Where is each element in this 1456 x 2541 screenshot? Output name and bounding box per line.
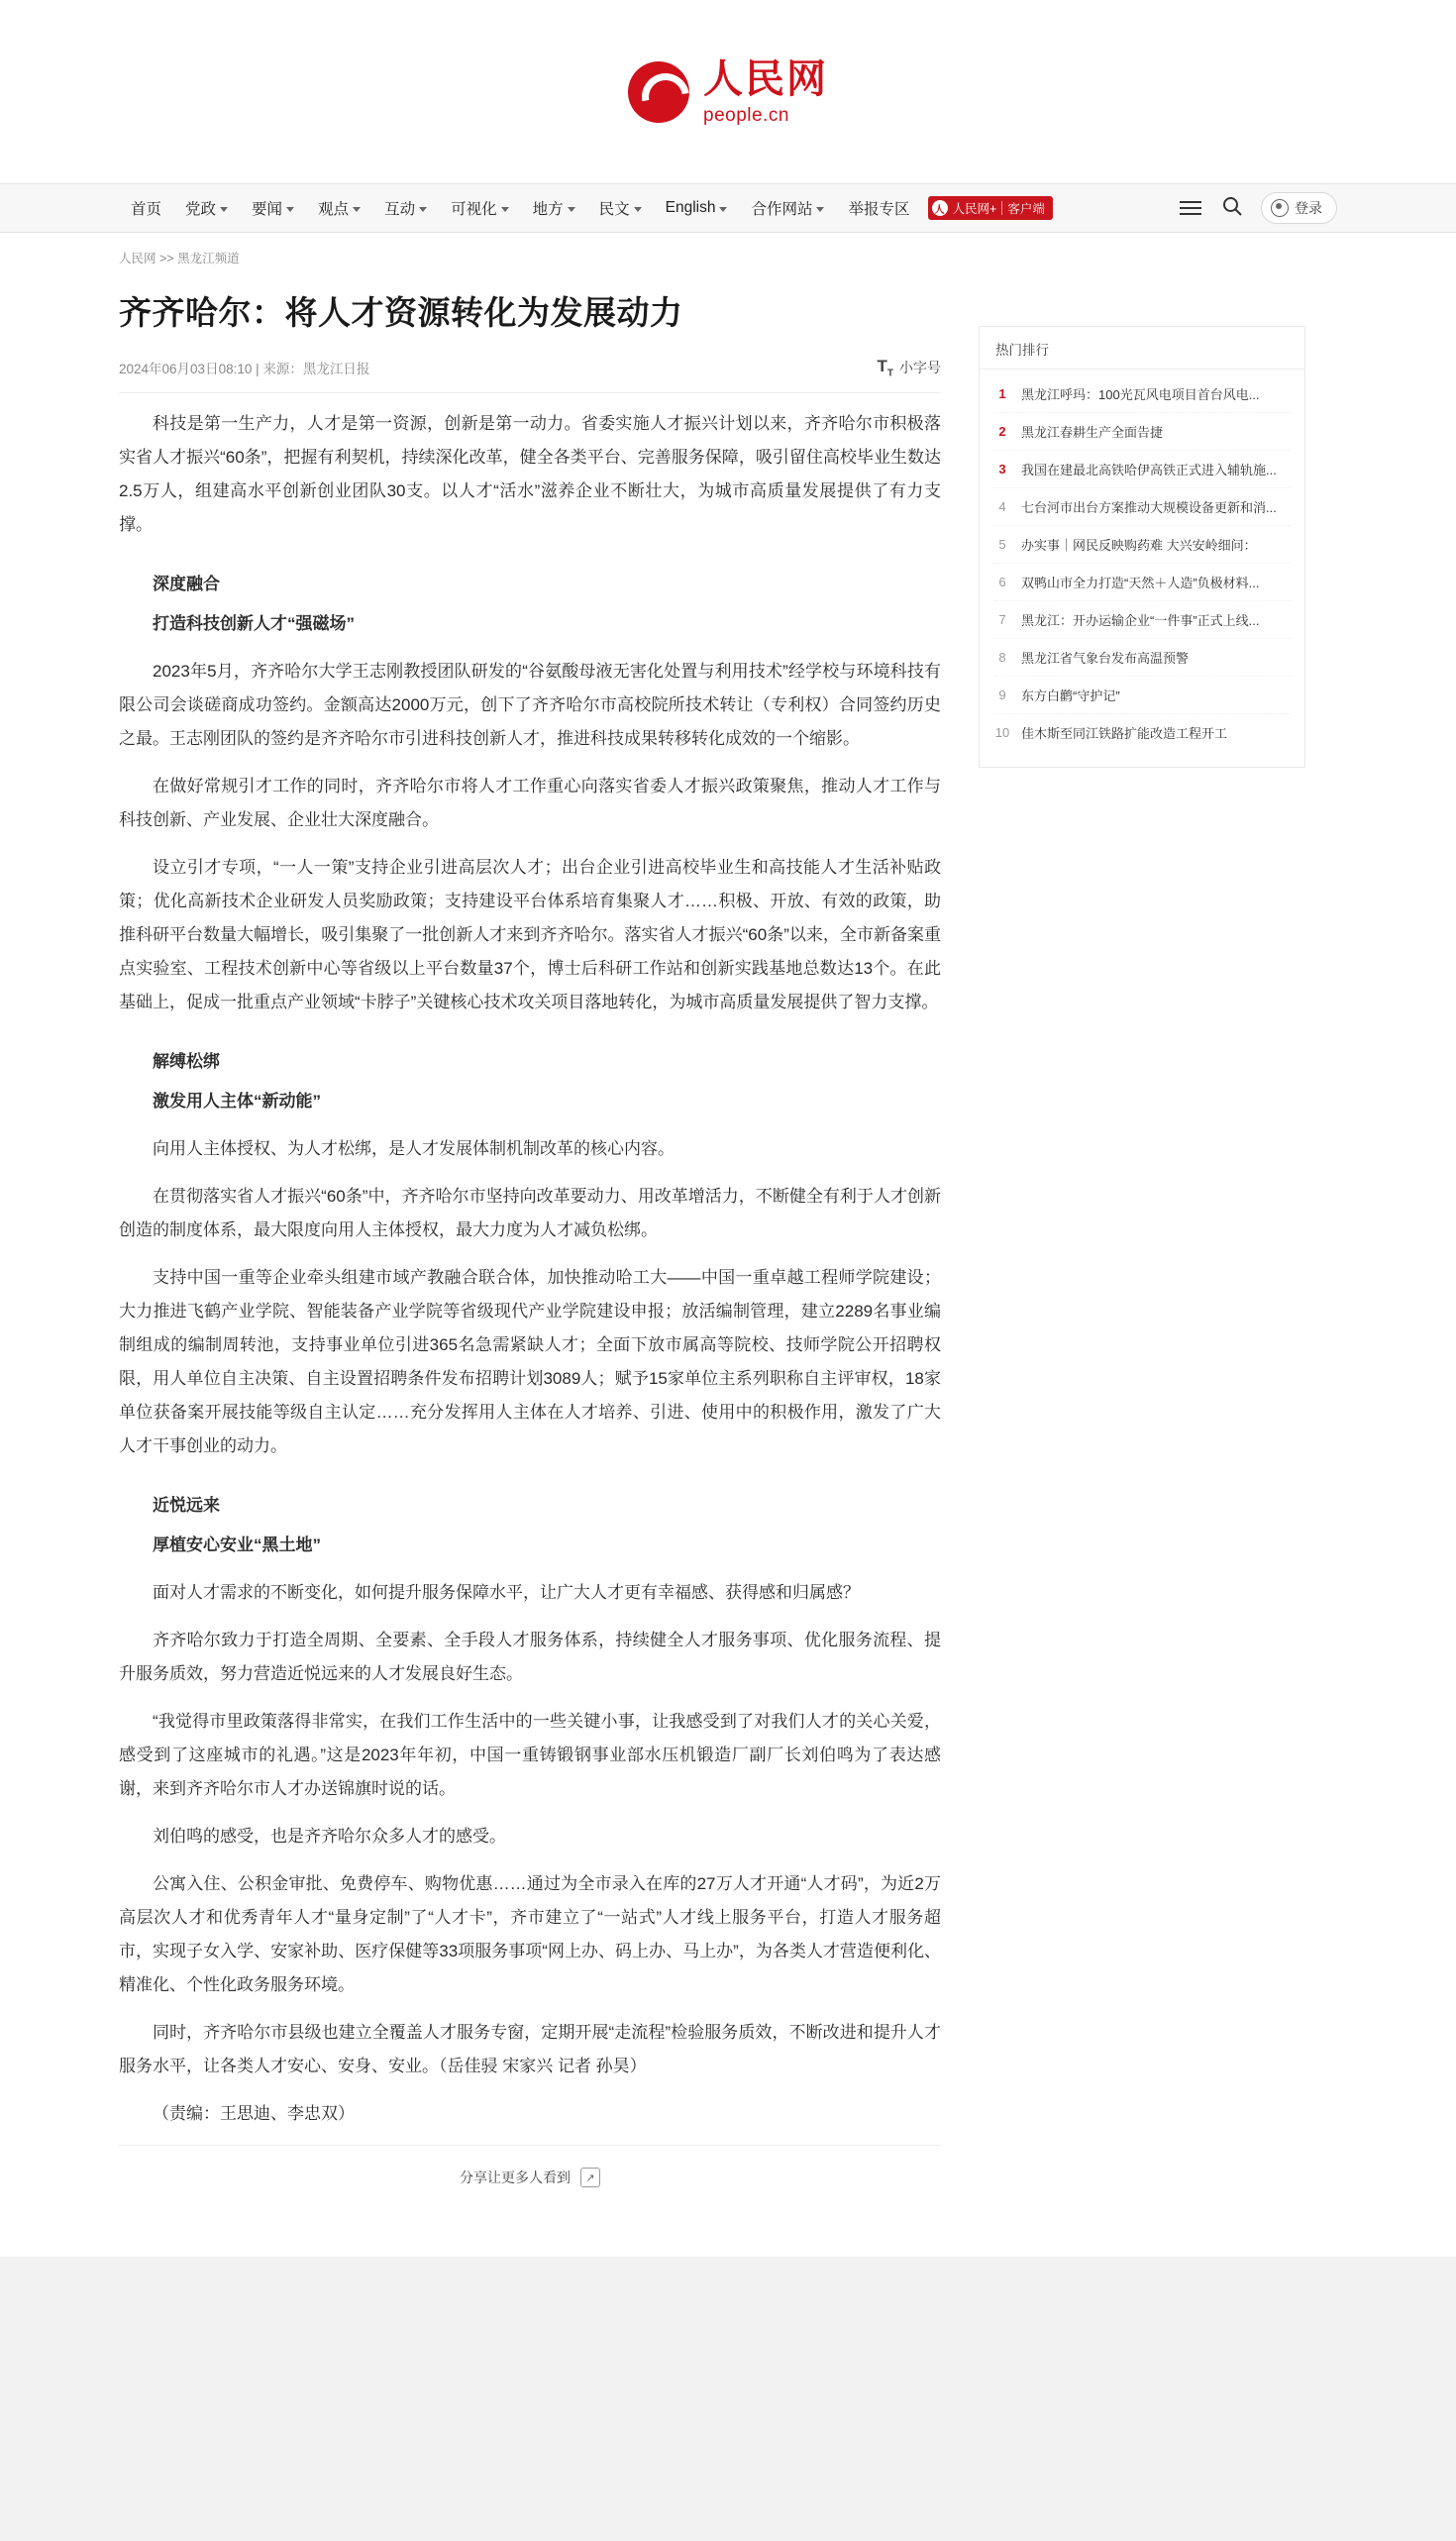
hot-ranking-sidebar <box>979 326 1305 768</box>
article-paragraph: 刘伯鸣的感受，也是齐齐哈尔众多人才的感受。 <box>153 1827 506 1847</box>
nav-label: 首页 <box>131 201 162 218</box>
rank-number: 6 <box>998 575 1006 589</box>
divider <box>1001 201 1002 215</box>
breadcrumb <box>0 233 1456 274</box>
rank-number: 9 <box>998 688 1006 702</box>
text-size-icon: $T_T$ <box>877 356 893 379</box>
article-paragraph: 齐齐哈尔致力于打造全周期、全要素、全手段人才服务体系，持续健全人才服务事项、优化服务流程、提升服务质效，努力营造近悦远来的人才发展良好生态。 <box>119 1631 941 1684</box>
nav-label: 可视化 <box>451 201 497 218</box>
nav-label: 举报专区 <box>848 201 910 218</box>
chevron-down-icon <box>419 207 427 212</box>
nav-label: 合作网站 <box>751 201 813 218</box>
site-masthead <box>0 0 1456 183</box>
rank-title: 七台河市出台方案推动大规模设备更新和消... <box>1021 500 1277 515</box>
content-wrapper <box>0 274 1456 2257</box>
article-section-subheading: 激发用人主体“新动能” <box>153 1092 321 1112</box>
ranking-list <box>980 370 1304 767</box>
nav-item-minwen[interactable] <box>587 197 654 219</box>
article-paragraph: 同时，齐齐哈尔市县级也建立全覆盖人才服务专窗，定期开展“走流程”检验服务质效，不断改进和提升人才服务水平，让各类人才安心、安身、安业。（岳佳骎 宋家兴 记者 孙昊） <box>119 2023 941 2076</box>
sidebar-title: 热门排行 <box>980 327 1304 370</box>
nav-label: 民文 <box>598 201 630 218</box>
main-navigation <box>0 183 1456 233</box>
share-label: 分享让更多人看到 <box>460 2170 571 2186</box>
list-item[interactable] <box>993 413 1291 451</box>
font-size-label: 小字号 <box>899 360 941 376</box>
nav-label: 地方 <box>532 201 564 218</box>
article-paragraph: 支持中国一重等企业牵头组建市域产教融合联合体，加快推动哈工大——中国一重卓越工程师学院建设；大力推进飞鹤产业学院、智能装备产业学院等省级现代产业学院建设申报；放活编制管理，建立2289名事业编制组成的编制周转池，支持事业单位引进365名急需紧缺人才；全面下放市属高等院校、技师学院公开招聘权限，用人单位自主决策、自主设置招聘条件发布招聘计划3089人；赋予15家单位主系列职称自主评审权，18家单位获备案开展技能等级自主认定……充分发挥用人主体在人才培养、引进、使用中的积极作用，激发了广大人才干事创业的动力。 <box>119 1268 941 1456</box>
nav-label: 观点 <box>318 201 350 218</box>
people-mini-logo-icon: 人 <box>932 200 948 216</box>
logo-text-cn: 人民网 <box>703 56 828 101</box>
nav-item-keshihua[interactable] <box>439 197 521 219</box>
app-badge-label: 人民网+ <box>952 202 997 216</box>
list-item[interactable] <box>993 564 1291 601</box>
search-icon[interactable] <box>1221 195 1243 222</box>
app-download-badge[interactable] <box>928 196 1053 220</box>
rank-number: 10 <box>994 725 1010 740</box>
rank-number: 2 <box>998 424 1006 439</box>
article-section-heading: 近悦远来 <box>153 1496 220 1516</box>
article-section-heading: 解缚松绑 <box>153 1052 220 1072</box>
nav-item-dangzheng[interactable] <box>173 197 240 219</box>
rank-title: 黑龙江省气象台发布高温预警 <box>1021 651 1190 666</box>
article-section-subheading: 打造科技创新人才“强磁场” <box>153 614 355 634</box>
article-paragraph: 向用人主体授权、为人才松绑，是人才发展体制机制改革的核心内容。 <box>153 1139 675 1159</box>
rank-title: 东方白鹳“守护记” <box>1021 688 1120 703</box>
article-section-subheading: 厚植安心安业“黑土地” <box>153 1535 321 1555</box>
nav-item-hudong[interactable] <box>372 197 439 219</box>
rank-title: 黑龙江呼玛：100光瓦风电项目首台风电... <box>1021 387 1260 402</box>
article-meta: 2024年06月03日08:10 | 来源：黑龙江日报 <box>119 362 370 377</box>
rank-number: 8 <box>998 650 1006 665</box>
rank-title: 佳木斯至同江铁路扩能改造工程开工 <box>1021 726 1228 741</box>
app-badge-sub: 客户端 <box>1007 202 1045 216</box>
nav-item-english[interactable] <box>654 199 740 217</box>
rank-number: 4 <box>998 499 1006 514</box>
article-editor-credit: （责编：王思迪、李忠双） <box>153 2104 355 2124</box>
breadcrumb-item-site[interactable]: 人民网 <box>119 252 156 265</box>
people-logo-icon <box>628 61 689 123</box>
list-item[interactable] <box>993 677 1291 714</box>
hamburger-icon[interactable] <box>1180 201 1201 215</box>
article-paragraph: 在做好常规引才工作的同时，齐齐哈尔市将人才工作重心向落实省委人才振兴政策聚焦，推动人才工作与科技创新、产业发展、企业壮大深度融合。 <box>119 777 941 830</box>
list-item[interactable] <box>993 375 1291 413</box>
rank-number: 1 <box>998 386 1006 401</box>
breadcrumb-item-channel[interactable]: 黑龙江频道 <box>177 252 240 265</box>
rank-title: 双鸭山市全力打造“天然＋人造”负极材料... <box>1021 576 1260 590</box>
nav-item-home[interactable] <box>119 197 173 219</box>
article-meta-row <box>119 357 941 393</box>
page-title: 齐齐哈尔：将人才资源转化为发展动力 <box>119 294 683 331</box>
article-paragraph: 2023年5月，齐齐哈尔大学王志刚教授团队研发的“谷氨酸母液无害化处置与利用技术”经学校与环境科技有限公司会谈磋商成功签约。金额高达2000万元，创下了齐齐哈尔市高校院所技术转让（专利权）合同签约历史之最。王志刚团队的签约是齐齐哈尔市引进科技创新人才，推进科技成果转移转化成效的一个缩影。 <box>119 662 941 749</box>
article-paragraph: 科技是第一生产力，人才是第一资源，创新是第一动力。省委实施人才振兴计划以来，齐齐哈尔市积极落实省人才振兴“60条”，把握有利契机，持续深化改革，健全各类平台、完善服务保障，吸引留住高校毕业生数达2.5万人，组建高水平创新创业团队30支。以人才“活水”滋养企业不断壮大，为城市高质量发展提供了有力支撑。 <box>119 414 941 535</box>
logo-text-en: people.cn <box>703 104 789 126</box>
list-item[interactable] <box>993 526 1291 564</box>
share-bar[interactable] <box>119 2145 941 2217</box>
nav-label: English <box>665 199 716 216</box>
rank-title: 我国在建最北高铁哈伊高铁正式进入辅轨施... <box>1021 463 1277 477</box>
chevron-down-icon <box>353 207 361 212</box>
nav-item-difang[interactable] <box>521 197 587 219</box>
chevron-down-icon <box>816 207 824 212</box>
nav-item-jubaozhuanqu[interactable] <box>836 197 921 219</box>
rank-number: 5 <box>998 537 1006 552</box>
list-item[interactable] <box>993 714 1291 751</box>
chevron-down-icon <box>501 207 509 212</box>
nav-label: 互动 <box>384 201 416 218</box>
list-item[interactable] <box>993 639 1291 677</box>
chevron-down-icon <box>286 207 294 212</box>
list-item[interactable] <box>993 451 1291 488</box>
rank-number: 7 <box>998 612 1006 627</box>
breadcrumb-separator: >> <box>159 252 174 265</box>
nav-item-yaowen[interactable] <box>240 197 306 219</box>
chevron-down-icon <box>220 207 228 212</box>
avatar-icon <box>1271 199 1289 217</box>
list-item[interactable] <box>993 488 1291 526</box>
rank-title: 黑龙江春耕生产全面告捷 <box>1021 425 1164 440</box>
nav-label: 要闻 <box>252 201 283 218</box>
article-paragraph: 在贯彻落实省人才振兴“60条”中，齐齐哈尔市坚持向改革要动力、用改革增活力，不断健全有利于人才创新创造的制度体系，最大限度向用人主体授权，最大力度为人才减负松绑。 <box>119 1187 941 1240</box>
login-label: 登录 <box>1295 200 1322 216</box>
chevron-down-icon <box>719 207 727 212</box>
article-section-heading: 深度融合 <box>153 575 220 594</box>
rank-number: 3 <box>998 462 1006 476</box>
rank-title: 办实事｜网民反映购药难 大兴安岭细问： <box>1021 538 1257 553</box>
list-item[interactable] <box>993 601 1291 639</box>
nav-item-hezuowangzhan[interactable] <box>739 197 836 219</box>
article-paragraph: 公寓入住、公积金审批、免费停车、购物优惠……通过为全市录入在库的27万人才开通“人才码”，为近2万高层次人才和优秀青年人才“量身定制”了“人才卡”，齐市建立了“一站式”人才线上服务平台，打造人才服务超市，实现子女入学、安家补助、医疗保健等33项服务事项“网上办、码上办、马上办”，为各类人才营造便利化、精准化、个性化政务服务环境。 <box>119 1874 941 1995</box>
font-size-control[interactable] <box>878 357 942 378</box>
share-icon[interactable]: ↗ <box>580 2168 600 2187</box>
site-logo[interactable] <box>628 56 828 126</box>
nav-item-guandian[interactable] <box>306 197 372 219</box>
article-paragraph: “我觉得市里政策落得非常实，在我们工作生活中的一些关键小事，让我感受到了对我们人才的关心关爱，感受到了这座城市的礼遇。”这是2023年年初，中国一重铸锻钢事业部水压机锻造厂副厂长刘伯鸣为了表达感谢，来到齐齐哈尔市人才办送锦旗时说的话。 <box>119 1712 941 1799</box>
nav-label: 党政 <box>185 201 217 218</box>
chevron-down-icon <box>634 207 642 212</box>
rank-title: 黑龙江：开办运输企业“一件事”正式上线... <box>1021 613 1260 628</box>
article-paragraph: 面对人才需求的不断变化，如何提升服务保障水平，让广大人才更有幸福感、获得感和归属感？ <box>153 1583 860 1603</box>
article-paragraph: 设立引才专项，“一人一策”支持企业引进高层次人才；出台企业引进高校毕业生和高技能人才生活补贴政策；优化高新技术企业研发人员奖励政策；支持建设平台体系培育集聚人才……积极、开放、有效的政策，助推科研平台数量大幅增长，吸引集聚了一批创新人才来到齐齐哈尔。落实省人才振兴“60条”以来，全市新备案重点实验室、工程技术创新中心等省级以上平台数量37个，博士后科研工作站和创新实践基地总数达13个。在此基础上，促成一批重点产业领域“卡脖子”关键核心技术攻关项目落地转化，为城市高质量发展提供了智力支撑。 <box>119 858 941 1012</box>
login-button[interactable] <box>1261 192 1337 224</box>
chevron-down-icon <box>568 207 575 212</box>
article-body <box>119 274 941 2217</box>
